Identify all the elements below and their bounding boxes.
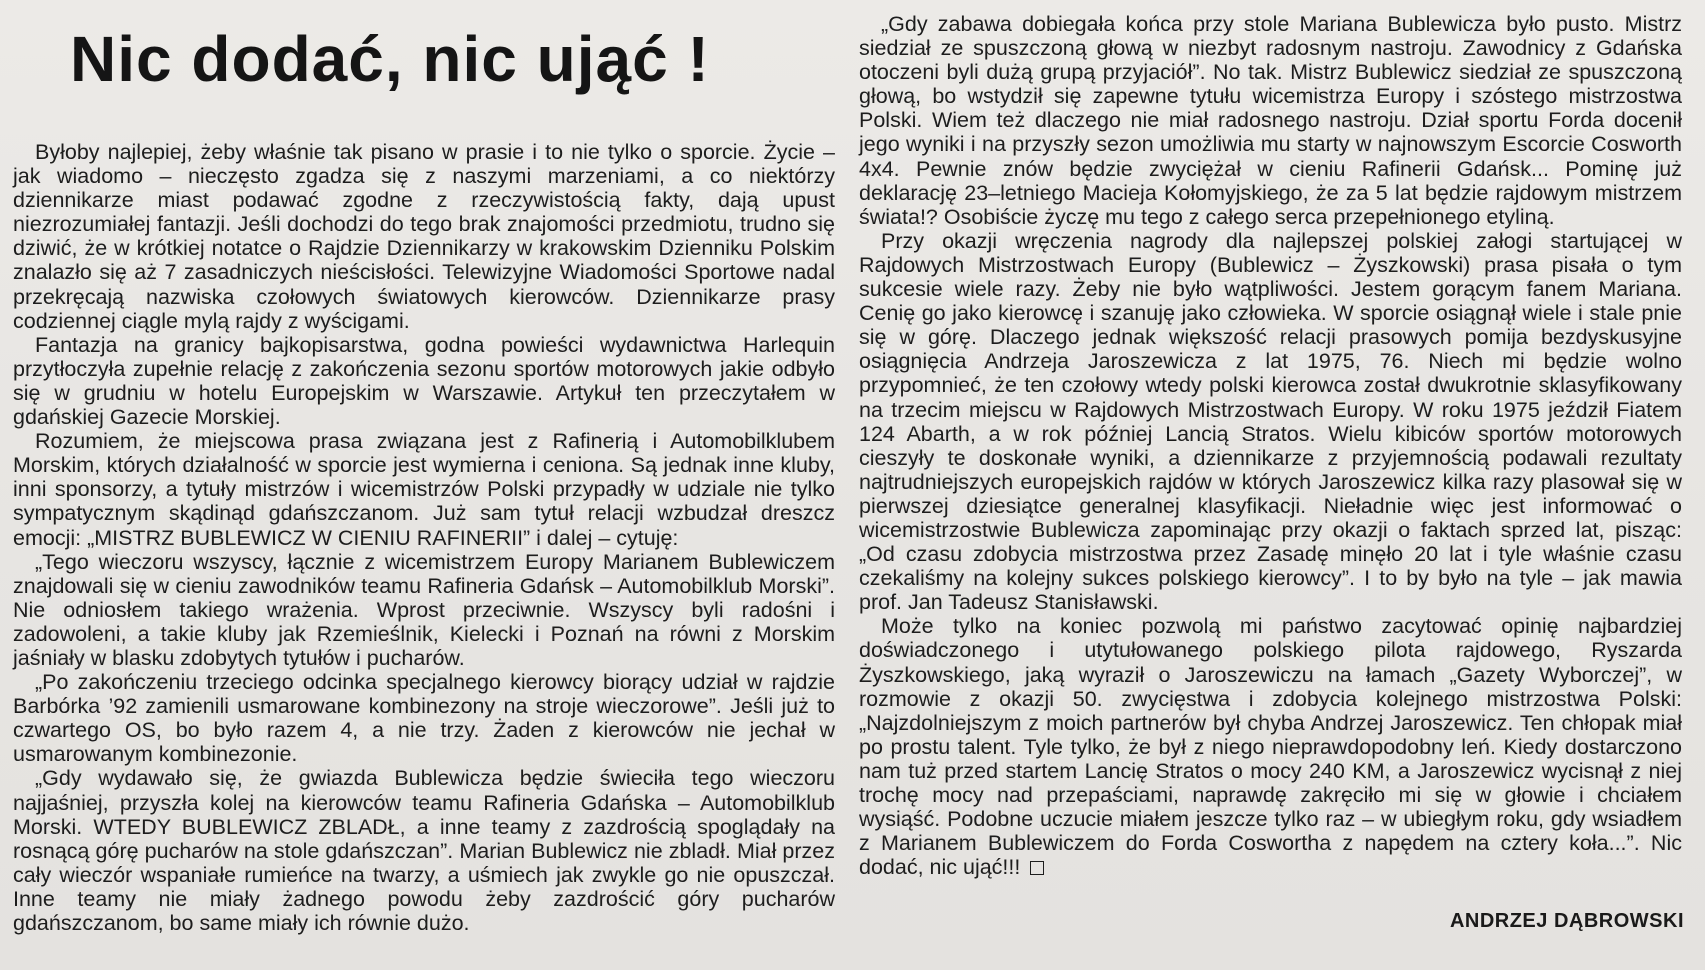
article-headline: Nic dodać, nic ująć ! [70,23,710,95]
quote-paragraph: „Gdy wydawało się, że gwiazda Bublewicza będzie świeciła tego wieczoru najjaśniej, przyszła kolej na kierowców teamu Rafineria Gdańska – Automobilklub Morski. WTEDY BUBLEWICZ ZBLADŁ, a inne teamy z zazdrością spoglądały na rosnącą górę pucharów na stole gdańszczan”. Marian Bublewicz nie zbladł. Miał przez cały wieczór wspaniałe rumieńce na twarzy, a uśmiech jak zwykle go nie opuszczał. Inne teamy nie miały żadnego powodu żeby zazdrościć góry pucharów gdańszczanom, bo same miały ich równie dużo. [13,766,835,935]
paragraph: Rozumiem, że miejscowa prasa związana jest z Rafinerią i Automobilklubem Morskim, których działalność w sporcie jest wymierna i ceniona. Są jednak inne kluby, inni sponsorzy, a tytuły mistrzów i wicemistrzów Polski przypadły w udziale nie tylko sympatycznym skądinąd gdańszczanom. Już sam tytuł relacji wzbudzał dreszcz emocji: „MISTRZ BUBLEWICZ W CIENIU RAFINERII” i dalej – cytuję: [13,429,835,550]
quote-paragraph: „Tego wieczoru wszyscy, łącznie z wicemistrzem Europy Marianem Bublewiczem znajdowali się w cieniu zawodników teamu Rafineria Gdańsk – Automobilklub Morski”. Nie odniosłem takiego wrażenia. Wprost przeciwnie. Wszyscy byli radośni i zadowoleni, a takie kluby jak Rzemieślnik, Kielecki i Poznań na równi z Morskim jaśniały w blasku zdobytych tytułów i pucharów. [13,549,835,670]
quote-paragraph: „Gdy zabawa dobiegała końca przy stole Mariana Bublewicza było pusto. Mistrz siedział ze spuszczoną głową w niezbyt radosnym nastroju. Zawodnicy z Gdańska otoczeni byli dużą grupą przyjaciół”. No tak. Mistrz Bublewicz siedział ze spuszczoną głową, bo wstydził się zapewne tytułu wicemistrza Europy i szóstego mistrzostwa Polski. Wiem też dlaczego nie miał radosnego nastroju. Dział sportu Forda docenił jego wyniki i na przyszły sezon umożliwia mu starty w najnowszym Escorcie Cosworth 4x4. Pewnie znów będzie zwyciężał w cieniu Rafinerii Gdańsk... Pominę już deklarację 23–letniego Macieja Kołomyjskiego, że za 5 lat będzie rajdowym mistrzem świata!? Osobiście życzę mu tego z całego serca przepełnionego etyliną. [859,12,1682,229]
paragraph: Przy okazji wręczenia nagrody dla najlepszej polskiej załogi startującej w Rajdowych Mistrzostwach Europy (Bublewicz – Żyszkowski) prasa pisała o tym sukcesie wiele razy. Żeby nie było wątpliwości. Jestem gorącym fanem Mariana. Cenię go jako kierowcę i szanuję jako człowieka. W sporcie osiągnął wiele i stale pnie się w górę. Dlaczego jednak większość relacji prasowych pomija bezdyskusyjne osiągnięcia Andrzeja Jaroszewicza z lat 1975, 76. Niech mi będzie wolno przypomnieć, że ten czołowy wtedy polski kierowca został dwukrotnie sklasyfikowany na trzecim miejscu w Rajdowych Mistrzostwach Europy. W roku 1975 jeździł Fiatem 124 Abarth, a w rok później Lancią Stratos. Wielu kibiców sportów motorowych cieszyły te doskonałe wyniki, a dziennikarze z przyjemnością podawali rezultaty najtrudniejszych europejskich rajdów w których Jaroszewicz kilka razy plasował się w pierwszej dziesiątce generalnej klasyfikacji. Nieładnie więc jest informować o wicemistrzostwie Bublewicza zapominając przy okazji o faktach sprzed lat, pisząc: „Od czasu zdobycia mistrzostwa przez Zasadę minęło 20 lat i tyle właśnie czasu czekaliśmy na kolejny sukces polskiego kierowcy”. I to by było na tyle – jak mawia prof. Jan Tadeusz Stanisławski. [859,228,1682,615]
closing-paragraph [859,614,1682,879]
author-byline: ANDRZEJ DĄBROWSKI [1449,910,1684,932]
article-column-left [13,140,835,935]
paragraph: Byłoby najlepiej, żeby właśnie tak pisano w prasie i to nie tylko o sporcie. Życie – jak wiadomo – nieczęsto zgadza się z naszymi marzeniami, a co niektórzy dziennikarze miast podawać zgodne z rzeczywistością fakty, dają upust niezrozumiałej fantazji. Jeśli dochodzi do tego brak znajomości przedmiotu, trudno się dziwić, że w krótkiej notatce o Rajdzie Dziennikarzy w krakowskim Dzienniku Polskim znalazło się aż 7 zasadniczych nieścisłości. Telewizyjne Wiadomości Sportowe nadal przekręcają nazwiska czołowych światowych kierowców. Dziennikarze prasy codziennej ciągle mylą rajdy z wyścigami. [13,140,835,333]
end-of-article-mark-icon [1030,861,1044,875]
article-column-right [859,12,1682,879]
quote-paragraph: „Po zakończeniu trzeciego odcinka specjalnego kierowcy biorący udział w rajdzie Barbórka ’92 zamienili usmarowane kombinezony na stroje wieczorowe”. Jeśli już to czwartego OS, bo było razem 4, a nie trzy. Żaden z kierowców nie jechał w usmarowanym kombinezonie. [13,670,835,767]
closing-text: Może tylko na koniec pozwolą mi państwo zacytować opinię najbardziej doświadczonego i utytułowanego polskiego pilota rajdowego, Ryszarda Żyszkowskiego, jaką wyraził o Jaroszewiczu na łamach „Gazety Wyborczej”, w rozmowie z okazji 50. zwycięstwa i zdobycia kolejnego mistrzostwa Polski: „Najzdolniejszym z moich partnerów był chyba Andrzej Jaroszewicz. Ten chłopak miał po prostu talent. Tyle tylko, że był z niego nieprawdopodobny leń. Kiedy dostarczono nam tuż przed startem Lancię Stratos o mocy 240 KM, a Jaroszewicz wycisnął z niej trochę mocy nad przepaściami, naprawdę zakręciło mi się w głowie i chciałem wysiąść. Podobne uczucie miałem jeszcze tylko raz – w ubiegłym roku, gdy wsiadłem z Marianem Bublewiczem do Forda Coswortha z napędem na cztery koła...”. Nic dodać, nic ująć!!! [859,614,1682,880]
paragraph: Fantazja na granicy bajkopisarstwa, godna powieści wydawnictwa Harlequin przytłoczyła zupełnie relację z zakończenia sezonu sportów motorowych jakie odbyło się w grudniu w hotelu Europejskim w Warszawie. Artykuł ten przeczytałem w gdańskiej Gazecie Morskiej. [13,332,835,430]
